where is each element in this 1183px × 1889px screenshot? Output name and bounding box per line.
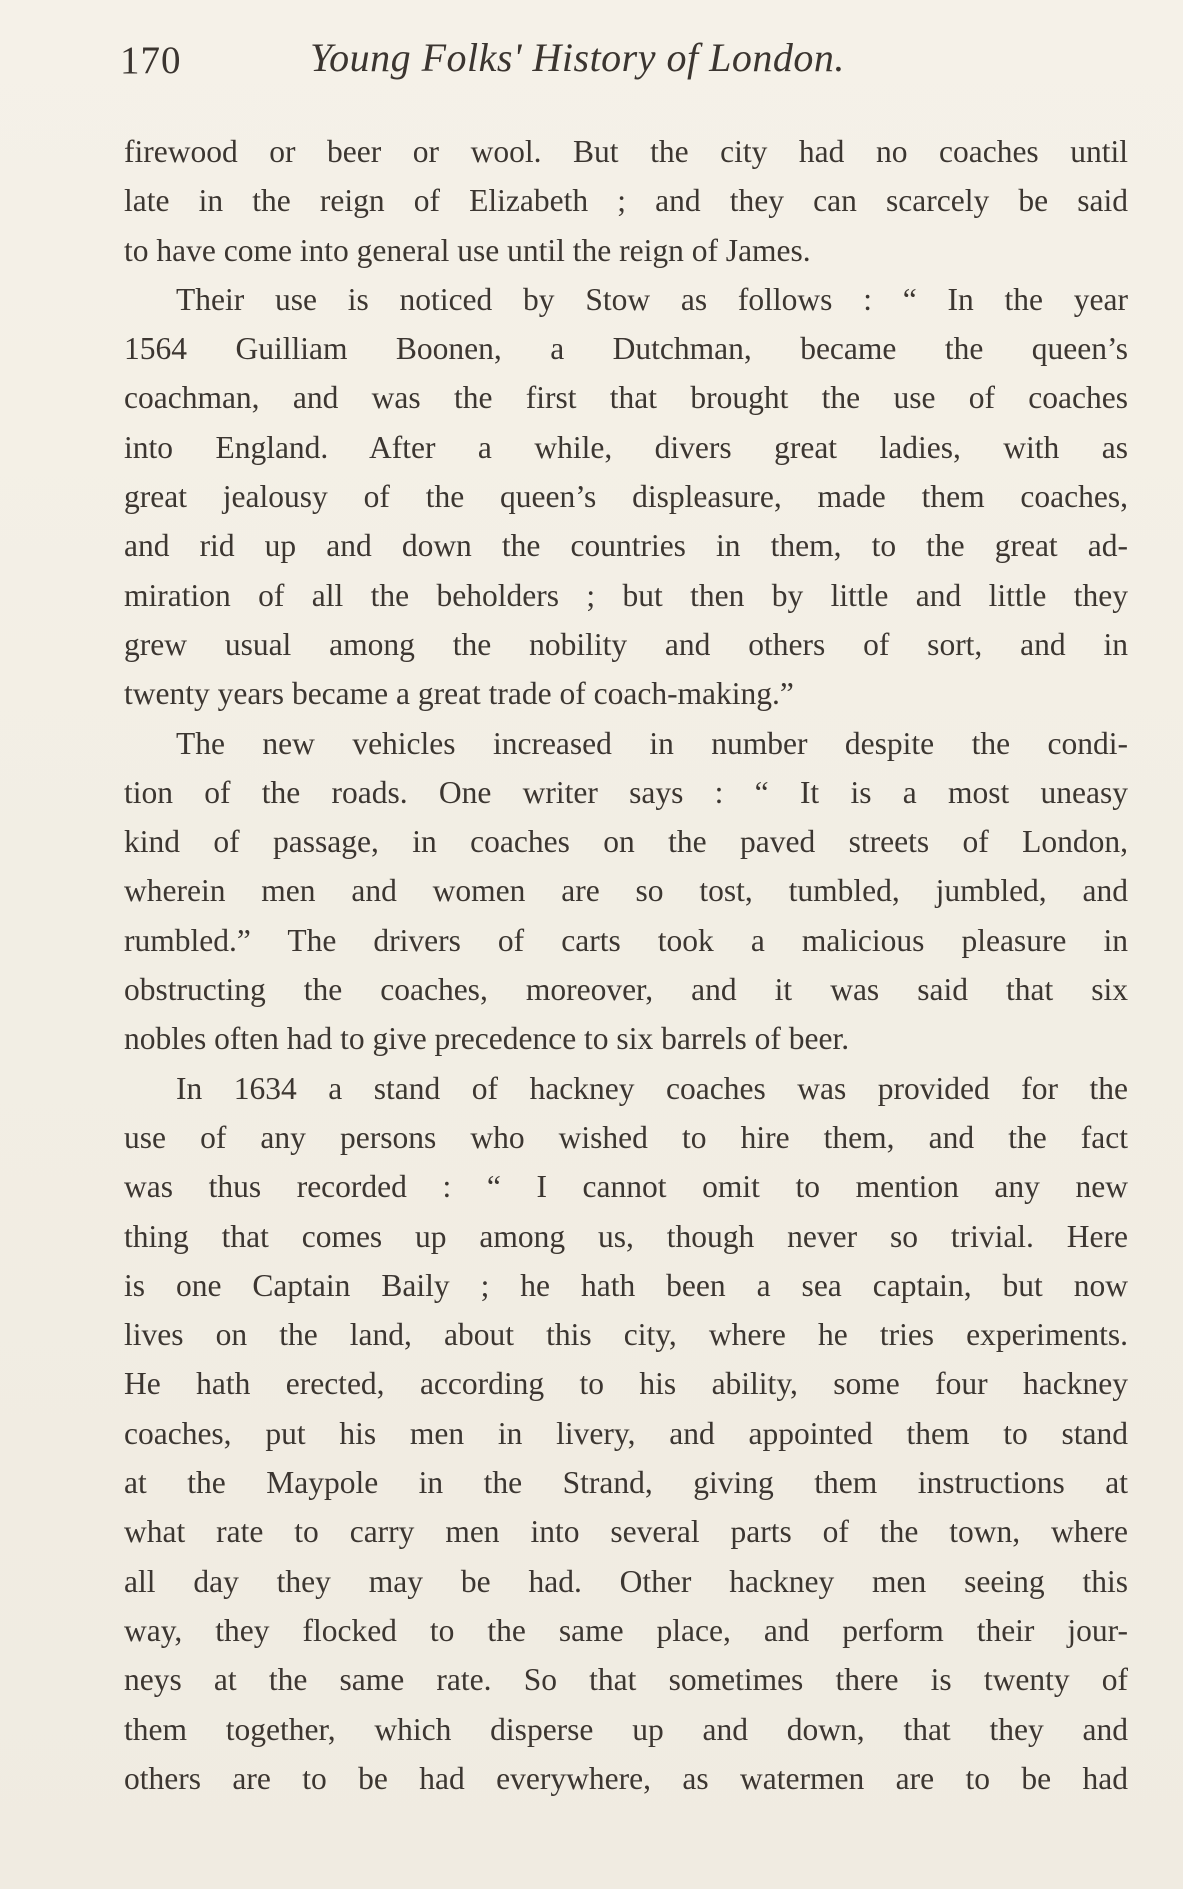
text-line: way, they flocked to the same place, and perform their jour- bbox=[124, 1612, 1128, 1648]
text-line: late in the reign of Elizabeth ; and they can scarcely be said bbox=[124, 183, 1128, 219]
text-line: all day they may be had. Other hackney men seeing this bbox=[124, 1563, 1128, 1599]
text-line: neys at the same rate. So that sometimes there is twenty of bbox=[124, 1662, 1128, 1698]
text-line: great jealousy of the queen’s displeasure, made them coaches, bbox=[124, 479, 1128, 515]
text-line: coaches, put his men in livery, and appointed them to stand bbox=[124, 1415, 1128, 1451]
running-title: Young Folks' History of London. bbox=[310, 35, 845, 80]
text-line: at the Maypole in the Strand, giving them instructions at bbox=[124, 1465, 1128, 1501]
text-line: thing that comes up among us, though never so trivial. Here bbox=[124, 1218, 1128, 1254]
text-line: 1564 Guilliam Boonen, a Dutchman, became the queen’s bbox=[124, 331, 1128, 367]
body-text bbox=[124, 127, 1128, 1803]
text-line: coachman, and was the first that brought the use of coaches bbox=[124, 380, 1128, 416]
text-line: He hath erected, according to his ability, some four hackney bbox=[124, 1366, 1128, 1402]
text-line: firewood or beer or wool. But the city had no coaches until bbox=[124, 134, 1128, 169]
text-line: to have come into general use until the reign of James. bbox=[124, 232, 811, 268]
text-line: Their use is noticed by Stow as follows : “ In the year bbox=[176, 281, 1128, 317]
text-line: In 1634 a stand of hackney coaches was provided for the bbox=[176, 1070, 1128, 1106]
text-line: and rid up and down the countries in them, to the great ad- bbox=[124, 528, 1128, 564]
text-line: The new vehicles increased in number despite the condi- bbox=[176, 725, 1128, 761]
text-line: was thus recorded : “ I cannot omit to mention any new bbox=[124, 1169, 1128, 1205]
text-line: wherein men and women are so tost, tumbled, jumbled, and bbox=[124, 873, 1128, 909]
text-line: kind of passage, in coaches on the paved streets of London, bbox=[124, 824, 1128, 860]
text-line: into England. After a while, divers great ladies, with as bbox=[124, 429, 1128, 465]
text-line: others are to be had everywhere, as watermen are to be had bbox=[124, 1760, 1128, 1796]
text-line: tion of the roads. One writer says : “ It is a most uneasy bbox=[124, 774, 1128, 810]
text-line: twenty years became a great trade of coach-making.” bbox=[124, 676, 794, 712]
text-line: grew usual among the nobility and others of sort, and in bbox=[124, 626, 1128, 662]
running-head bbox=[120, 34, 1120, 104]
text-line: is one Captain Baily ; he hath been a sea captain, but now bbox=[124, 1267, 1128, 1303]
text-line: them together, which disperse up and down, that they and bbox=[124, 1711, 1128, 1747]
text-line: nobles often had to give precedence to six barrels of beer. bbox=[124, 1021, 850, 1057]
text-line: use of any persons who wished to hire them, and the fact bbox=[124, 1119, 1128, 1155]
text-line: miration of all the beholders ; but then by little and little they bbox=[124, 577, 1128, 613]
text-line: obstructing the coaches, moreover, and it was said that six bbox=[124, 972, 1128, 1008]
text-line: lives on the land, about this city, where he tries experiments. bbox=[124, 1317, 1128, 1353]
text-line: what rate to carry men into several parts of the town, where bbox=[124, 1514, 1128, 1550]
text-line: rumbled.” The drivers of carts took a malicious pleasure in bbox=[124, 922, 1128, 958]
page-number: 170 bbox=[120, 39, 182, 82]
